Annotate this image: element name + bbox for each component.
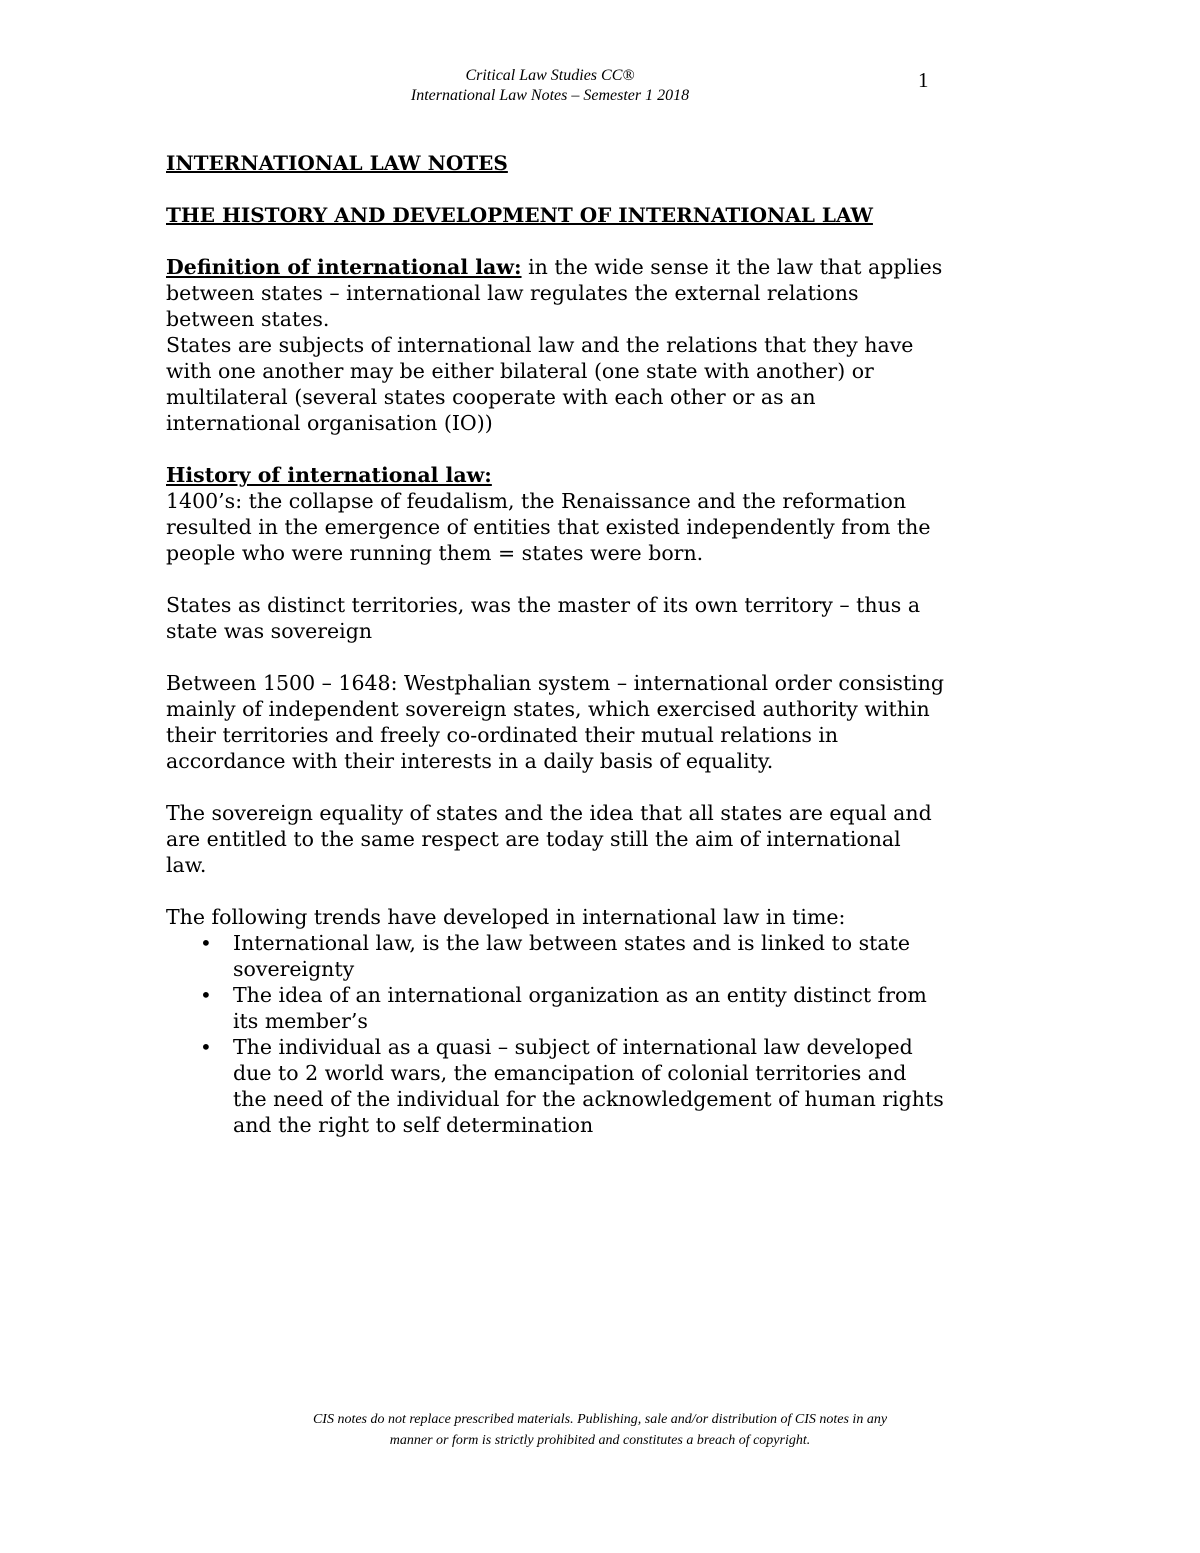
trends-list — [166, 930, 946, 1138]
history-text: 1400’s: the collapse of feudalism, the Renaissance and the reformation resulted in the emergence of entities that existed independently from the people who were running them = states were born. — [166, 489, 931, 565]
bullet-icon: • — [200, 983, 212, 1007]
definition-text: in the wide sense it the law that applies between states – international law regulates the external relations between states. — [166, 255, 943, 331]
copyright-notice-line-1: CIS notes do not replace prescribed materials. Publishing, sale and/or distribution of CIS notes in any — [312, 1412, 888, 1427]
document-body — [166, 150, 946, 1138]
section-title: THE HISTORY AND DEVELOPMENT OF INTERNATIONAL LAW — [166, 203, 873, 227]
history-paragraph — [166, 462, 946, 566]
list-item — [166, 982, 946, 1034]
page-footer — [150, 1409, 1050, 1451]
history-heading: History of international law: — [166, 463, 492, 487]
westphalian-paragraph: Between 1500 – 1648: Westphalian system – international order consisting mainly of independent sovereign states, which exercised authority within their territories and freely co-ordinated their mutual relations in accordance with their interests in a daily basis of equality. — [166, 671, 945, 773]
bullet-icon: • — [200, 1035, 212, 1059]
list-item — [166, 930, 946, 982]
definition-paragraph — [166, 254, 946, 332]
header-course: International Law Notes – Semester 1 2018 — [410, 87, 690, 104]
subjects-paragraph: States are subjects of international law and the relations that they have with one another may be either bilateral (one state with another) or multilateral (several states cooperate with each other or as an international organisation (IO)) — [166, 333, 914, 435]
sovereignty-paragraph: States as distinct territories, was the master of its own territory – thus a state was sovereign — [166, 593, 921, 643]
header-company: Critical Law Studies CC® — [465, 67, 635, 84]
list-item-text: The idea of an international organization as an entity distinct from its member’s — [233, 983, 927, 1033]
list-item-text: The individual as a quasi – subject of international law developed due to 2 world wars, the emancipation of colonial territories and the need of the individual for the acknowledgement of human rights and the right to self determination — [233, 1035, 944, 1137]
document-title: INTERNATIONAL LAW NOTES — [166, 151, 508, 175]
page-number: 1 — [918, 68, 929, 92]
list-item-text: International law, is the law between states and is linked to state sovereignty — [233, 931, 911, 981]
equality-paragraph: The sovereign equality of states and the idea that all states are equal and are entitled to the same respect are today still the aim of international law. — [166, 801, 932, 877]
bullet-icon: • — [200, 931, 212, 955]
list-item — [166, 1034, 946, 1138]
copyright-notice-line-2: manner or form is strictly prohibited and constitutes a breach of copyright. — [389, 1433, 811, 1448]
trends-intro: The following trends have developed in international law in time: — [166, 905, 846, 929]
definition-heading: Definition of international law: — [166, 255, 522, 279]
page-header — [300, 66, 800, 106]
